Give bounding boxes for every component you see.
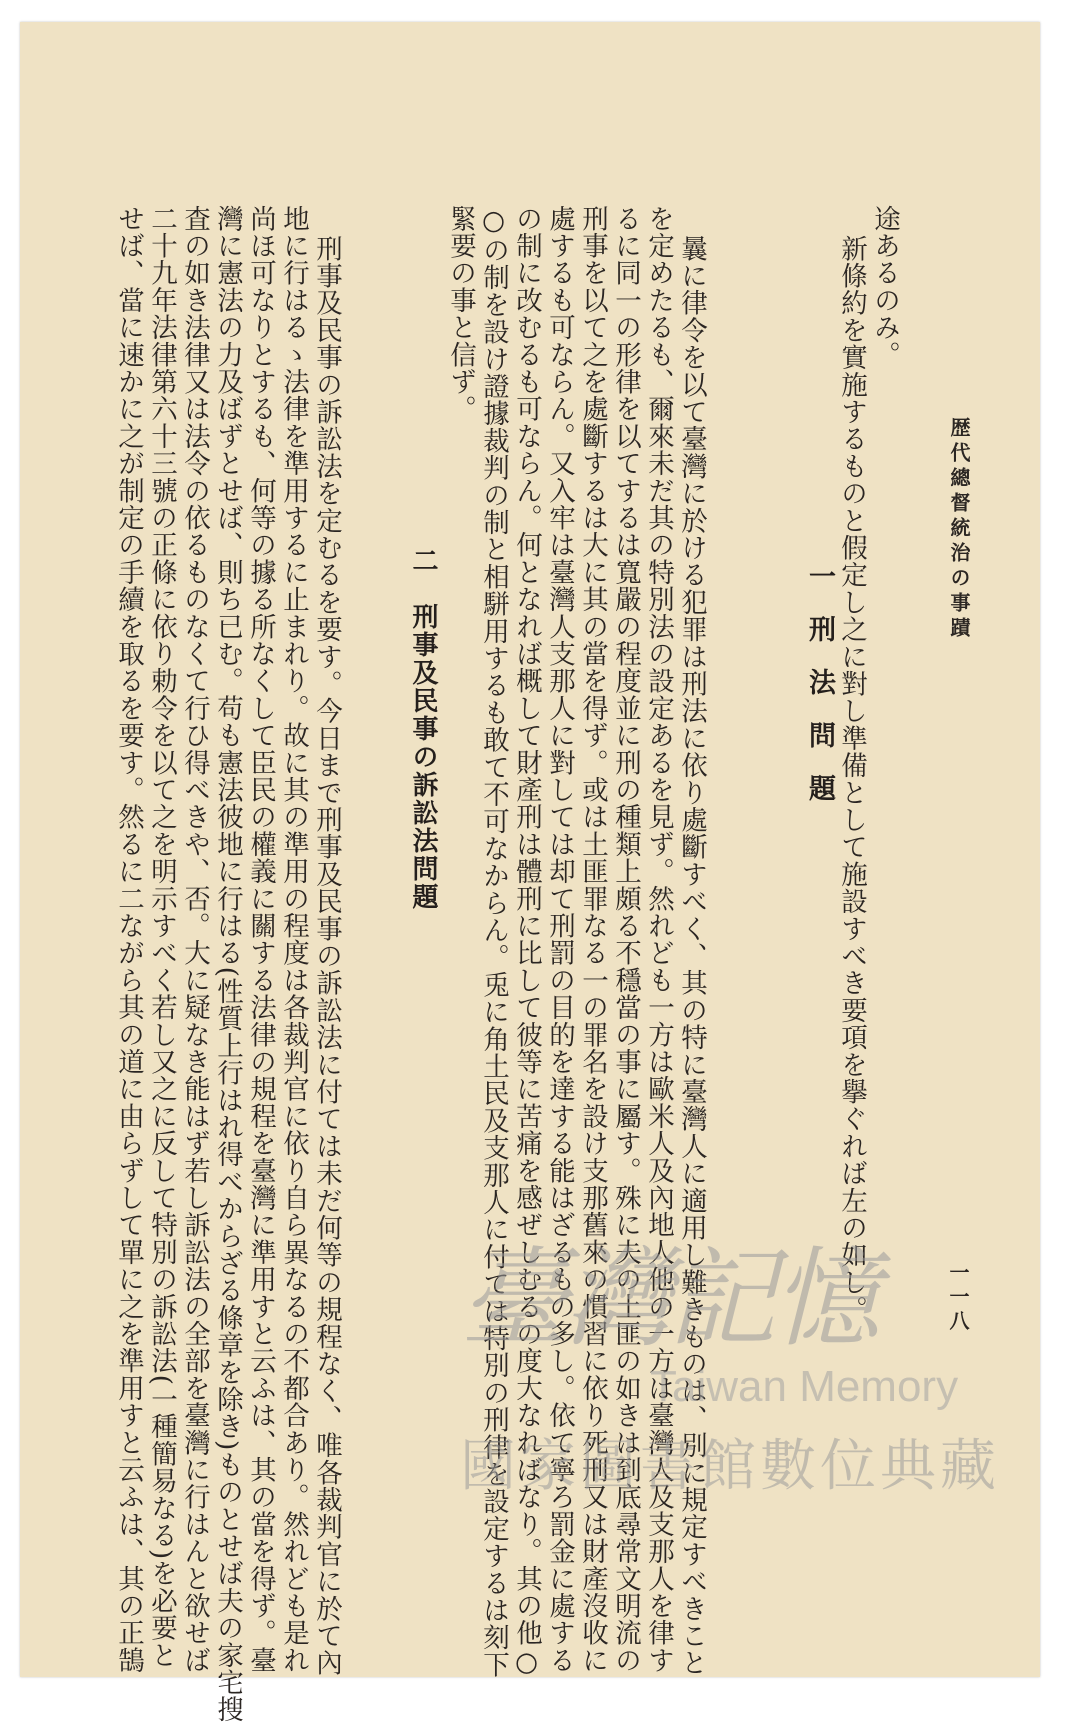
text-line: の制に改むるも可ならん。何となれば概して財產刑は體刑に比して彼等に苦痛を感ぜしむるの度大なればなり。其の他○	[511, 205, 542, 1679]
text-line: 新條約を實施するものと假定し之に對し準備として施設すべき要項を擧ぐれば左の如し。	[836, 235, 867, 1323]
page-number: 一一八	[946, 1262, 970, 1334]
text-line: 灣に憲法の力及ばずとせば、則ち已む。苟も憲法彼地に行はる(性質上行はれ得べからざる條章を除き)ものとせば夫の家宅搜	[212, 205, 243, 1723]
text-line: を定めたるも、爾來未だ其の特別法の設定あるを見ず。然れども一方は歐米人及內地人他の一方は臺灣人及支那人を律す	[643, 205, 674, 1674]
watermark-subtitle: 國家圖書館數位典藏	[460, 1434, 1000, 1499]
watermark-english: Taiwan Memory	[650, 1362, 959, 1411]
text-line: 二十九年法律第六十三號の正條に依り勅令を以て之を明示すべく若し又之に反して特別の訴訟法(一種簡易なる)を必要と	[146, 205, 177, 1669]
document-page	[20, 22, 1040, 1723]
text-line: ○の制を設け證據裁判の制と相駢用するも敢て不可なからん。兎に角土民及支那人に付ては特別の刑律を設定するは刻下	[478, 205, 509, 1679]
text-line: 尚ほ可なりとするも、何等の據る所なくして臣民の權義に關する法律の規程を臺灣に準用すと云ふは、其の當を得ず。臺	[245, 205, 276, 1674]
text-line: 緊要の事と信ず。	[445, 205, 476, 423]
text-line: 地に行はるゝ法律を準用するに止まれり。故に其の準用の程度は各裁判官に依り自ら異なるの不都合あり。然れども是れ	[278, 205, 309, 1674]
watermark-logo	[460, 1212, 1020, 1592]
text-line: 刑事及民事の訴訟法を定むるを要す。今日まで刑事及民事の訴訟法に付ては未だ何等の規程なく、唯各裁判官に於て內	[311, 235, 342, 1677]
text-line: 査の如き法律又は法令の依るものなくて行ひ得べきや、否。大に疑なき能はず若し訴訟法の全部を臺灣に行はんと欲せば	[179, 205, 210, 1674]
watermark-title: 臺灣記憶	[460, 1237, 877, 1362]
text-line: せば、當に速かに之が制定の手續を取るを要す。然るに二ながら其の道に由らずして單に之を準用すと云ふは、其の正鵠	[113, 205, 144, 1674]
running-header: 歴代總督統治の事蹟	[947, 417, 971, 642]
text-line: 處するも可ならん。又入牢は臺灣人支那人に對しては却て刑罰の目的を達する能はざるもの多し。依て寧ろ罰金に處する	[544, 205, 575, 1674]
text-line: 途あるのみ。	[869, 205, 900, 369]
section-heading-criminal-law: 一刑法問題	[804, 562, 835, 827]
section-heading-procedure-law: 二 刑事及民事の訴訟法問題	[408, 547, 438, 911]
text-line: るに同一の形律を以てするは寬嚴の程度並に刑の種類上頗る不穩當の事に屬す。殊に夫の土匪の如きは到底尋常文明流の	[610, 205, 641, 1674]
text-line: 刑事を以て之を處斷するは大に其の當を得ず。或は土匪罪なる一の罪名を設け支那舊來の慣習に依り死刑又は財產沒收に	[577, 205, 608, 1674]
text-line: 曩に律令を以て臺灣に於ける犯罪は刑法に依り處斷すべく、其の特に臺灣人に適用し難きものは、別に規定すべきこと	[676, 235, 707, 1677]
